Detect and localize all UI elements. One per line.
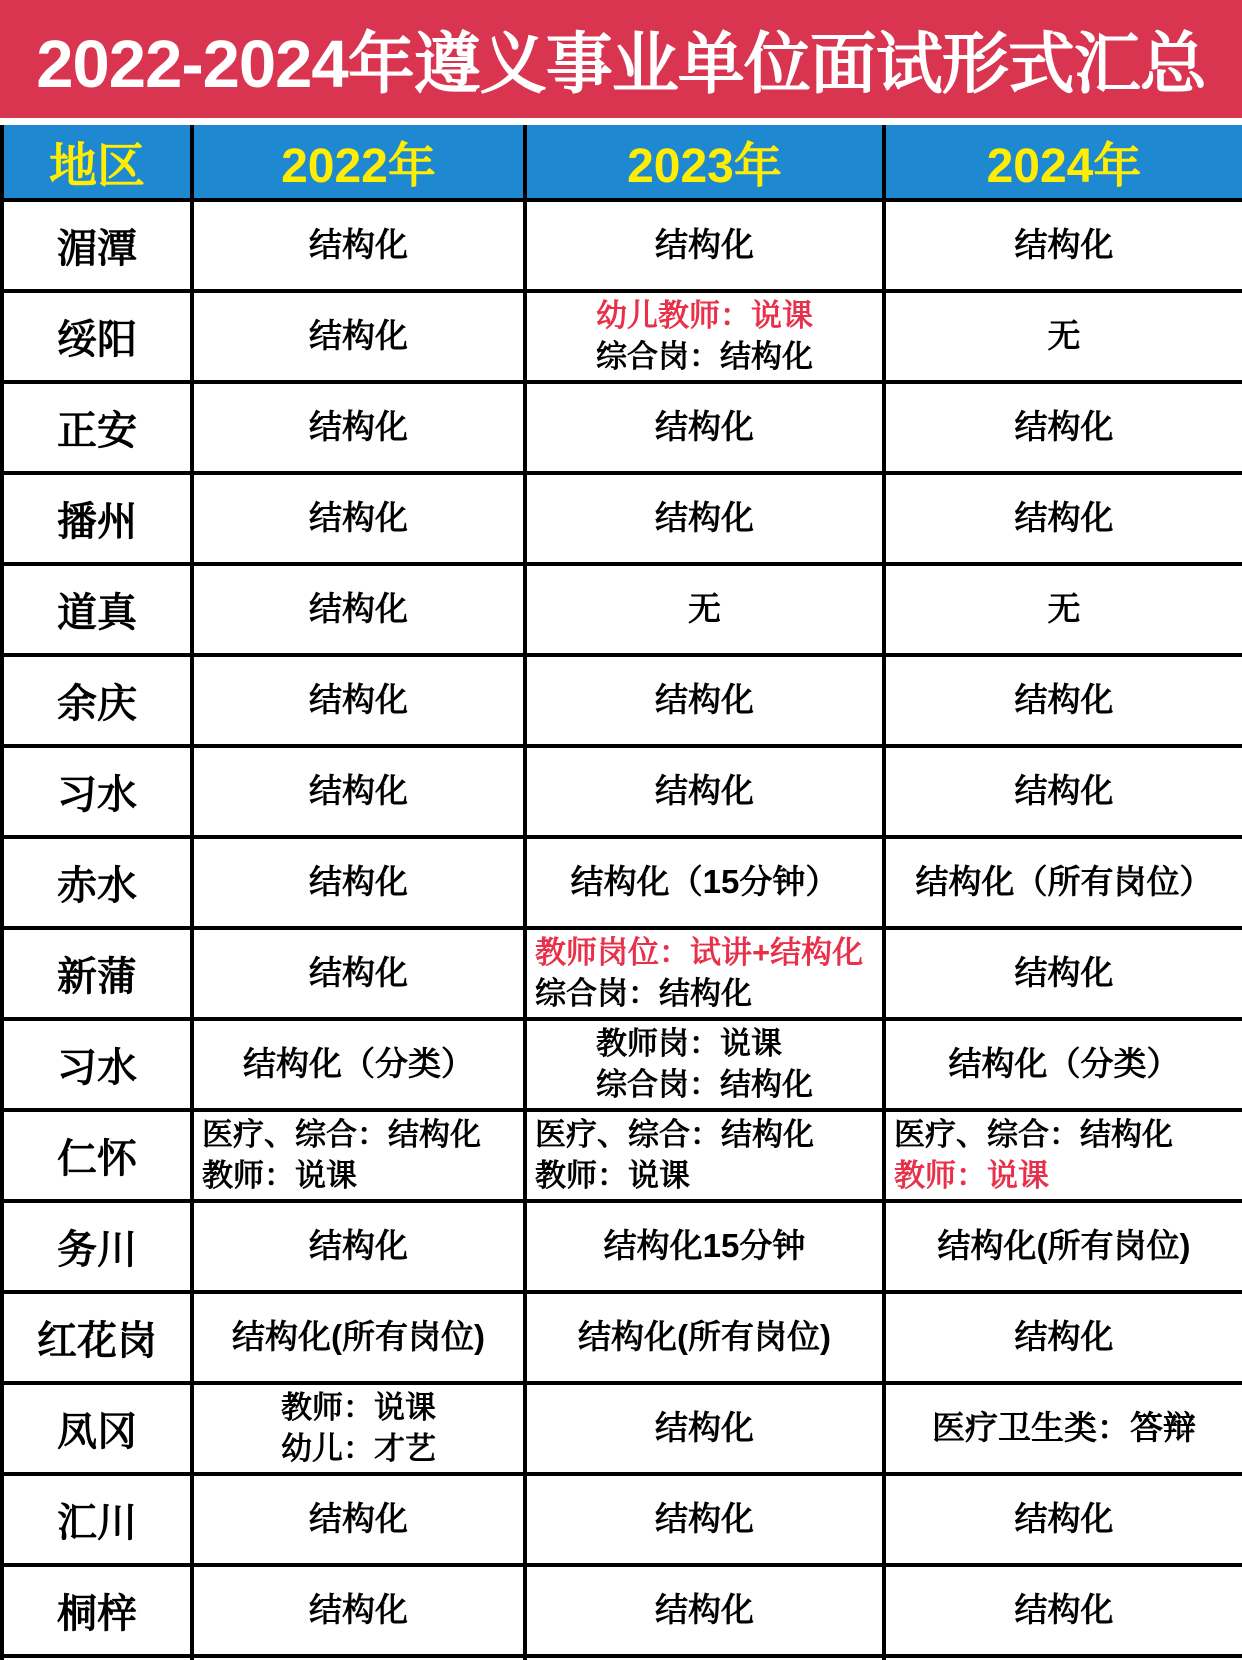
cell-line: 综合岗：结构化 [596, 1066, 813, 1102]
cell-2022 [192, 564, 525, 655]
cell-2024 [884, 1201, 1242, 1292]
region-cell: 赤水 [2, 837, 192, 928]
cell-line: 结构化 [1014, 954, 1114, 992]
cell-2022 [192, 1110, 525, 1201]
cell-line: 结构化 [655, 1591, 754, 1629]
table-row [2, 1383, 1242, 1474]
empty-cell [884, 1656, 1242, 1660]
cell-line: 结构化 [1014, 226, 1114, 264]
cell-2022 [192, 1474, 525, 1565]
cell-content [194, 497, 523, 540]
cell-content [886, 497, 1242, 540]
cell-2023 [525, 1019, 884, 1110]
cell-content [527, 224, 882, 267]
region-cell: 道真 [2, 564, 192, 655]
cell-content [527, 296, 882, 377]
cell-line: 结构化 [655, 226, 754, 264]
cell-content [194, 679, 523, 722]
cell-2024 [884, 746, 1242, 837]
cell-line: 结构化 [309, 863, 408, 901]
table-row [2, 1292, 1242, 1383]
cell-content [886, 315, 1242, 358]
cell-line: 教师岗：说课 [596, 1026, 782, 1062]
cell-line: 结构化 [655, 772, 754, 810]
cell-line: 结构化 [309, 681, 408, 719]
empty-cell [192, 1656, 525, 1660]
cell-2024 [884, 1565, 1242, 1656]
table-row [2, 564, 1242, 655]
cell-content [886, 1043, 1242, 1086]
table-row [2, 1110, 1242, 1201]
cell-line: 结构化 [309, 590, 408, 628]
cell-line: 结构化 [1014, 1500, 1114, 1538]
cell-line: 结构化 [309, 954, 408, 992]
cell-line: 结构化 [309, 1500, 408, 1538]
cell-content [527, 1225, 882, 1268]
region-cell: 绥阳 [2, 291, 192, 382]
cell-content [596, 1024, 813, 1105]
cell-2024 [884, 837, 1242, 928]
cell-2023 [525, 200, 884, 291]
cell-2024 [884, 200, 1242, 291]
cell-2023 [525, 928, 884, 1019]
cell-2022 [192, 928, 525, 1019]
cell-2022 [192, 1383, 525, 1474]
table-row-partial [2, 1656, 1242, 1660]
table-row [2, 473, 1242, 564]
table-row [2, 291, 1242, 382]
cell-2022 [192, 1201, 525, 1292]
cell-line: 教师：说课 [535, 1157, 690, 1193]
cell-content [886, 406, 1242, 449]
cell-content [194, 1589, 523, 1632]
table-row [2, 837, 1242, 928]
cell-2024 [884, 473, 1242, 564]
cell-2024 [884, 1019, 1242, 1110]
cell-2024 [884, 1292, 1242, 1383]
cell-line: 结构化(所有岗位) [937, 1227, 1191, 1265]
cell-2022 [192, 1019, 525, 1110]
cell-content [886, 1225, 1242, 1268]
table-row [2, 746, 1242, 837]
cell-2024 [884, 1474, 1242, 1565]
cell-line: 结构化(所有岗位) [578, 1318, 831, 1356]
table-row [2, 200, 1242, 291]
cell-line: 结构化（15分钟） [570, 863, 839, 901]
cell-line: 结构化 [309, 408, 408, 446]
cell-2024 [884, 382, 1242, 473]
cell-2023 [525, 1292, 884, 1383]
cell-line: 结构化 [1014, 1318, 1114, 1356]
cell-2023 [525, 837, 884, 928]
cell-content [527, 1316, 882, 1359]
cell-content [886, 861, 1242, 904]
table-row [2, 382, 1242, 473]
cell-line: 结构化 [309, 1227, 408, 1265]
region-cell: 湄潭 [2, 200, 192, 291]
cell-line: 结构化 [655, 1500, 754, 1538]
cell-line: 教师：说课 [281, 1390, 436, 1426]
cell-line: 无 [1047, 317, 1081, 355]
cell-content [886, 1115, 1242, 1196]
column-header-2022: 2022年 [192, 125, 525, 200]
cell-content [194, 770, 523, 813]
cell-content [527, 406, 882, 449]
cell-line: 结构化 [655, 681, 754, 719]
cell-content [194, 1498, 523, 1541]
cell-content [527, 679, 882, 722]
region-cell: 务川 [2, 1201, 192, 1292]
cell-content [194, 1225, 523, 1268]
cell-line: 无 [1047, 590, 1081, 628]
cell-line: 结构化 [309, 317, 408, 355]
region-cell: 仁怀 [2, 1110, 192, 1201]
header-row [2, 125, 1242, 200]
cell-content [886, 224, 1242, 267]
cell-content [194, 1316, 523, 1359]
table-row [2, 1474, 1242, 1565]
region-cell: 凤冈 [2, 1383, 192, 1474]
cell-content [527, 1589, 882, 1632]
cell-content [527, 861, 882, 904]
region-cell: 正安 [2, 382, 192, 473]
region-cell: 习水 [2, 746, 192, 837]
region-cell: 余庆 [2, 655, 192, 746]
cell-content [886, 1498, 1242, 1541]
cell-2022 [192, 382, 525, 473]
cell-content [527, 933, 882, 1014]
page-title: 2022-2024年遵义事业单位面试形式汇总 [36, 27, 1206, 102]
cell-content [194, 588, 523, 631]
cell-2023 [525, 655, 884, 746]
cell-content [886, 588, 1242, 631]
cell-content [886, 1316, 1242, 1359]
cell-line-highlight: 教师：说课 [894, 1157, 1049, 1193]
cell-content [886, 770, 1242, 813]
cell-2023 [525, 1383, 884, 1474]
cell-2023 [525, 746, 884, 837]
cell-line-highlight: 幼儿教师：说课 [596, 298, 813, 334]
cell-line: 结构化 [309, 226, 408, 264]
interview-format-table [0, 125, 1242, 1660]
cell-2024 [884, 655, 1242, 746]
empty-cell [2, 1656, 192, 1660]
cell-content [527, 1115, 882, 1196]
cell-line: 结构化（分类） [243, 1045, 474, 1083]
cell-line: 综合岗：结构化 [596, 338, 813, 374]
cell-line: 幼儿：才艺 [281, 1430, 436, 1466]
cell-content [886, 1589, 1242, 1632]
cell-2022 [192, 291, 525, 382]
cell-content [527, 770, 882, 813]
cell-2022 [192, 746, 525, 837]
region-cell: 汇川 [2, 1474, 192, 1565]
cell-2022 [192, 200, 525, 291]
region-cell: 习水 [2, 1019, 192, 1110]
cell-2024 [884, 928, 1242, 1019]
cell-line: 结构化 [1014, 499, 1114, 537]
cell-line: 结构化 [1014, 408, 1114, 446]
cell-2024 [884, 291, 1242, 382]
cell-line: 结构化(所有岗位) [232, 1318, 485, 1356]
cell-content [527, 1407, 882, 1450]
cell-2022 [192, 837, 525, 928]
region-cell: 桐梓 [2, 1565, 192, 1656]
cell-line: 结构化 [1014, 681, 1114, 719]
cell-2023 [525, 1201, 884, 1292]
cell-2023 [525, 1474, 884, 1565]
cell-content [194, 406, 523, 449]
cell-line: 结构化 [655, 408, 754, 446]
cell-2023 [525, 564, 884, 655]
column-header-2024: 2024年 [884, 125, 1242, 200]
cell-2023 [525, 1110, 884, 1201]
cell-line: 结构化（分类） [948, 1045, 1180, 1083]
banner-divider [0, 118, 1242, 125]
cell-2024 [884, 1383, 1242, 1474]
cell-content [886, 952, 1242, 995]
cell-2024 [884, 564, 1242, 655]
cell-content [281, 1388, 436, 1469]
cell-2022 [192, 473, 525, 564]
cell-line: 结构化15分钟 [603, 1227, 806, 1265]
cell-2022 [192, 1565, 525, 1656]
cell-line: 结构化 [1014, 1591, 1114, 1629]
cell-line-highlight: 教师岗位：试讲+结构化 [535, 935, 864, 971]
table-row [2, 1565, 1242, 1656]
cell-line: 医疗卫生类：答辩 [932, 1409, 1196, 1447]
cell-line: 医疗、综合：结构化 [894, 1117, 1173, 1153]
cell-content [194, 861, 523, 904]
cell-2023 [525, 291, 884, 382]
cell-content [527, 588, 882, 631]
cell-content [527, 1498, 882, 1541]
cell-line: 教师：说课 [202, 1157, 357, 1193]
region-cell: 红花岗 [2, 1292, 192, 1383]
table-row [2, 928, 1242, 1019]
cell-line: 结构化 [309, 499, 408, 537]
cell-2022 [192, 655, 525, 746]
cell-2023 [525, 1565, 884, 1656]
cell-content [527, 497, 882, 540]
cell-2023 [525, 473, 884, 564]
region-cell: 新蒲 [2, 928, 192, 1019]
cell-2022 [192, 1292, 525, 1383]
cell-content [194, 1115, 523, 1196]
empty-cell [525, 1656, 884, 1660]
column-header-region: 地区 [2, 125, 192, 200]
table-row [2, 655, 1242, 746]
cell-content [194, 1043, 523, 1086]
cell-line: 医疗、综合：结构化 [202, 1117, 481, 1153]
cell-line: 无 [688, 590, 721, 628]
region-cell: 播州 [2, 473, 192, 564]
cell-line: 综合岗：结构化 [535, 975, 752, 1011]
cell-line: 结构化 [309, 1591, 408, 1629]
table-row [2, 1019, 1242, 1110]
cell-content [194, 224, 523, 267]
cell-content [194, 952, 523, 995]
cell-2024 [884, 1110, 1242, 1201]
cell-line: 结构化 [309, 772, 408, 810]
cell-line: 结构化（所有岗位） [915, 863, 1213, 901]
cell-line: 结构化 [655, 1409, 754, 1447]
cell-line: 结构化 [655, 499, 754, 537]
cell-line: 结构化 [1014, 772, 1114, 810]
cell-content [886, 679, 1242, 722]
cell-content [886, 1407, 1242, 1450]
cell-line: 医疗、综合：结构化 [535, 1117, 814, 1153]
column-header-2023: 2023年 [525, 125, 884, 200]
cell-content [194, 315, 523, 358]
title-banner [0, 0, 1242, 118]
table-body [2, 200, 1242, 1660]
table-row [2, 1201, 1242, 1292]
table-header [2, 125, 1242, 200]
cell-2023 [525, 382, 884, 473]
